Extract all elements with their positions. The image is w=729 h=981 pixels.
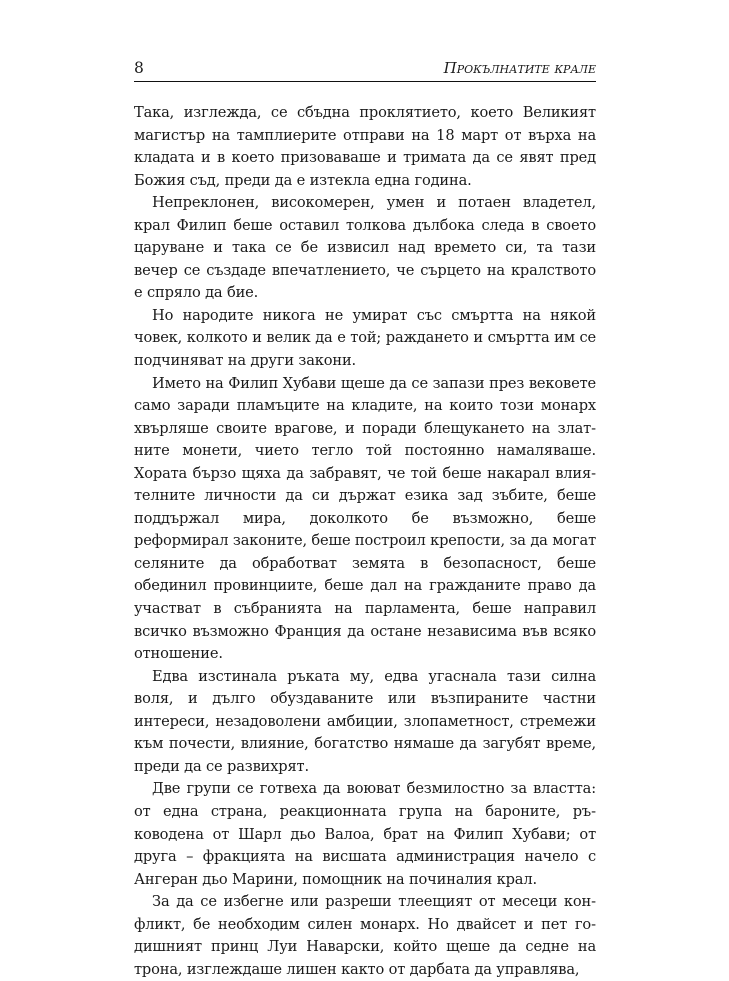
paragraph: Две групи се готвеха да воюват безмилостно за властта: от една страна, реакционната група на бароните, ръководена от Шарл дьо Валоа, брат на Филип Хубави; от друга – фракцията на висшата администрация начело с Ангеран дьо Марини, помощник на починалия крал.	[134, 780, 596, 888]
paragraph: Едва изстинала ръката му, едва угаснала тази силна воля, и дълго обуздаваните или възпираните частни интереси, незадоволени амбиции, злопаметност, стремежи към почести, влияние, богатство нямаше да загубят време, преди да се развихрят.	[134, 667, 596, 775]
page-number: 8	[134, 59, 144, 77]
book-page	[134, 58, 596, 981]
paragraph: Но народите никога не умират със смъртта на някой човек, колкото и велик да е той; раждането и смъртта им се подчиняват на други закони.	[134, 306, 596, 370]
page-body	[134, 102, 596, 981]
paragraph: Името на Филип Хубави щеше да се запази през вековете само заради пламъците на кладите, на които този монарх хвърляше своите врагове, и поради блещукането на златните монети, чието тегло той постоянно намаляваше. Хората бързо щяха да забравят, че той беше накарал влиятелните личности да си държат езика зад зъбите, беше поддържал мира, доколкото бе възможно, беше реформирал законите, беше построил крепости, за да могат селяните да обработват земята в безопасност, беше обединил провинциите, беше дал на гражданите право да участват в събранията на парламента, беше направил всичко възможно Франция да остане независима във всяко отношение.	[134, 374, 597, 663]
paragraph: За да се избегне или разреши тлеещият от месеци конфликт, бе необходим силен монарх. Но двайсет и пет годишният принц Луи Наварски, който щеше да седне на трона, изглеждаше лишен както от дарбата да управлява,	[134, 893, 596, 978]
paragraph: Непреклонен, високомерен, умен и потаен владетел, крал Филип беше оставил толкова дълбока следа в своето царуване и така се бе извисил над времето си, та тази вечер се създаде впечатлението, че сърцето на кралството е спряло да бие.	[134, 194, 596, 302]
paragraph: Така, изглежда, се сбъдна проклятието, което Великият магистър на тамплиерите отправи на 18 март от върха на кладата и в което призоваваше и тримата да се явят пред Божия съд, преди да е изтекла една година.	[134, 104, 596, 189]
running-header	[134, 58, 596, 82]
running-title: Прокълнатите крале	[443, 59, 596, 77]
